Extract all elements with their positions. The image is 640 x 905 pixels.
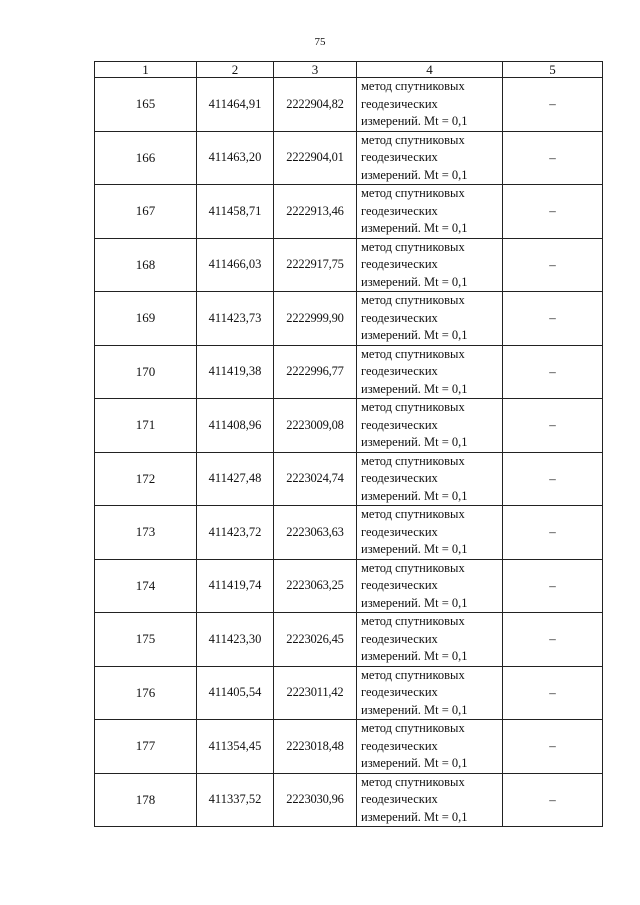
point-number-cell: 177 (95, 720, 197, 774)
method-cell (357, 559, 503, 613)
method-line-2: геодезических (361, 203, 438, 218)
y-coordinate-cell: 2222913,46 (274, 185, 357, 239)
method-line-3: измерений. Mt = 0,1 (361, 649, 468, 663)
point-number-cell: 178 (95, 773, 197, 827)
note-cell: – (503, 559, 603, 613)
y-coordinate-cell: 2223024,74 (274, 452, 357, 506)
x-coordinate-cell: 411423,72 (197, 506, 274, 560)
point-number-cell: 169 (95, 292, 197, 346)
method-line-3: измерений. Mt = 0,1 (361, 702, 468, 717)
method-line-1: метод спутниковых (361, 507, 465, 521)
table-body (95, 78, 603, 827)
method-line-2: геодезических (361, 631, 438, 646)
x-coordinate-cell: 411419,74 (197, 559, 274, 613)
y-coordinate-cell: 2223063,63 (274, 506, 357, 560)
note-cell: – (503, 131, 603, 185)
page-number: 75 (314, 36, 326, 48)
method-line-1: метод спутниковых (361, 453, 465, 468)
note-cell: – (503, 399, 603, 453)
method-line-1: метод спутниковых (361, 614, 465, 628)
x-coordinate-cell: 411464,91 (197, 78, 274, 132)
method-cell (357, 720, 503, 774)
y-coordinate-cell: 2223011,42 (274, 666, 357, 720)
header-col-3: 3 (274, 62, 357, 78)
method-line-1: метод спутниковых (361, 667, 465, 682)
method-line-2: геодезических (361, 471, 438, 485)
method-line-3: измерений. Mt = 0,1 (361, 756, 468, 770)
note-cell: – (503, 720, 603, 774)
method-line-2: геодезических (361, 685, 438, 699)
method-line-1: метод спутниковых (361, 346, 465, 361)
table-row (95, 78, 603, 132)
note-cell: – (503, 666, 603, 720)
point-number-cell: 172 (95, 452, 197, 506)
method-cell (357, 292, 503, 346)
method-line-3: измерений. Mt = 0,1 (361, 328, 468, 342)
table-row (95, 720, 603, 774)
method-line-3: измерений. Mt = 0,1 (361, 435, 468, 449)
method-line-2: геодезических (361, 417, 438, 432)
point-number-cell: 166 (95, 131, 197, 185)
point-number-cell: 175 (95, 613, 197, 667)
y-coordinate-cell: 2222904,82 (274, 78, 357, 132)
note-cell: – (503, 292, 603, 346)
point-number-cell: 167 (95, 185, 197, 239)
point-number-cell: 171 (95, 399, 197, 453)
method-line-2: геодезических (361, 524, 438, 539)
method-cell (357, 452, 503, 506)
x-coordinate-cell: 411423,30 (197, 613, 274, 667)
method-line-1: метод спутниковых (361, 239, 465, 254)
table-row (95, 399, 603, 453)
table-row (95, 773, 603, 827)
method-line-1: метод спутниковых (361, 293, 465, 307)
method-line-3: измерений. Mt = 0,1 (361, 381, 468, 396)
point-number-cell: 170 (95, 345, 197, 399)
note-cell: – (503, 452, 603, 506)
y-coordinate-cell: 2223009,08 (274, 399, 357, 453)
point-number-cell: 174 (95, 559, 197, 613)
method-line-3: измерений. Mt = 0,1 (361, 595, 468, 610)
method-line-2: геодезических (361, 310, 438, 325)
y-coordinate-cell: 2223063,25 (274, 559, 357, 613)
y-coordinate-cell: 2223030,96 (274, 773, 357, 827)
method-line-3: измерений. Mt = 0,1 (361, 542, 468, 556)
method-line-3: измерений. Mt = 0,1 (361, 167, 468, 182)
method-cell (357, 613, 503, 667)
table-row (95, 185, 603, 239)
method-cell (357, 131, 503, 185)
method-line-2: геодезических (361, 364, 438, 378)
header-col-5: 5 (503, 62, 603, 78)
y-coordinate-cell: 2223018,48 (274, 720, 357, 774)
x-coordinate-cell: 411423,73 (197, 292, 274, 346)
method-line-1: метод спутниковых (361, 186, 465, 200)
table-row (95, 345, 603, 399)
table-row (95, 292, 603, 346)
table-row (95, 238, 603, 292)
y-coordinate-cell: 2223026,45 (274, 613, 357, 667)
x-coordinate-cell: 411405,54 (197, 666, 274, 720)
table-row (95, 452, 603, 506)
x-coordinate-cell: 411458,71 (197, 185, 274, 239)
header-row (95, 62, 603, 78)
method-line-3: измерений. Mt = 0,1 (361, 114, 468, 128)
method-line-1: метод спутниковых (361, 721, 465, 735)
method-line-3: измерений. Mt = 0,1 (361, 488, 468, 503)
note-cell: – (503, 773, 603, 827)
table-row (95, 613, 603, 667)
method-line-1: метод спутниковых (361, 774, 465, 789)
y-coordinate-cell: 2222904,01 (274, 131, 357, 185)
method-cell (357, 399, 503, 453)
method-cell (357, 773, 503, 827)
note-cell: – (503, 506, 603, 560)
y-coordinate-cell: 2222917,75 (274, 238, 357, 292)
method-cell (357, 238, 503, 292)
coordinates-table (94, 61, 603, 827)
x-coordinate-cell: 411463,20 (197, 131, 274, 185)
x-coordinate-cell: 411408,96 (197, 399, 274, 453)
header-col-1: 1 (95, 62, 197, 78)
method-line-2: геодезических (361, 738, 438, 753)
method-cell (357, 666, 503, 720)
point-number-cell: 165 (95, 78, 197, 132)
note-cell: – (503, 345, 603, 399)
x-coordinate-cell: 411337,52 (197, 773, 274, 827)
method-line-2: геодезических (361, 96, 438, 111)
method-line-2: геодезических (361, 150, 438, 164)
point-number-cell: 173 (95, 506, 197, 560)
method-cell (357, 506, 503, 560)
table-header (95, 62, 603, 78)
y-coordinate-cell: 2222996,77 (274, 345, 357, 399)
method-line-3: измерений. Mt = 0,1 (361, 221, 468, 235)
note-cell: – (503, 238, 603, 292)
method-line-3: измерений. Mt = 0,1 (361, 809, 468, 824)
table-row (95, 506, 603, 560)
x-coordinate-cell: 411354,45 (197, 720, 274, 774)
method-line-2: геодезических (361, 257, 438, 271)
x-coordinate-cell: 411466,03 (197, 238, 274, 292)
method-cell (357, 345, 503, 399)
x-coordinate-cell: 411419,38 (197, 345, 274, 399)
y-coordinate-cell: 2222999,90 (274, 292, 357, 346)
point-number-cell: 168 (95, 238, 197, 292)
method-line-2: геодезических (361, 578, 438, 592)
table-row (95, 666, 603, 720)
note-cell: – (503, 78, 603, 132)
note-cell: – (503, 613, 603, 667)
x-coordinate-cell: 411427,48 (197, 452, 274, 506)
method-cell (357, 185, 503, 239)
method-line-1: метод спутниковых (361, 79, 465, 93)
table-row (95, 131, 603, 185)
method-cell (357, 78, 503, 132)
header-col-2: 2 (197, 62, 274, 78)
method-line-3: измерений. Mt = 0,1 (361, 274, 468, 289)
note-cell: – (503, 185, 603, 239)
method-line-2: геодезических (361, 792, 438, 806)
method-line-1: метод спутниковых (361, 132, 465, 147)
table-row (95, 559, 603, 613)
method-line-1: метод спутниковых (361, 560, 465, 575)
header-col-4: 4 (357, 62, 503, 78)
method-line-1: метод спутниковых (361, 400, 465, 414)
point-number-cell: 176 (95, 666, 197, 720)
